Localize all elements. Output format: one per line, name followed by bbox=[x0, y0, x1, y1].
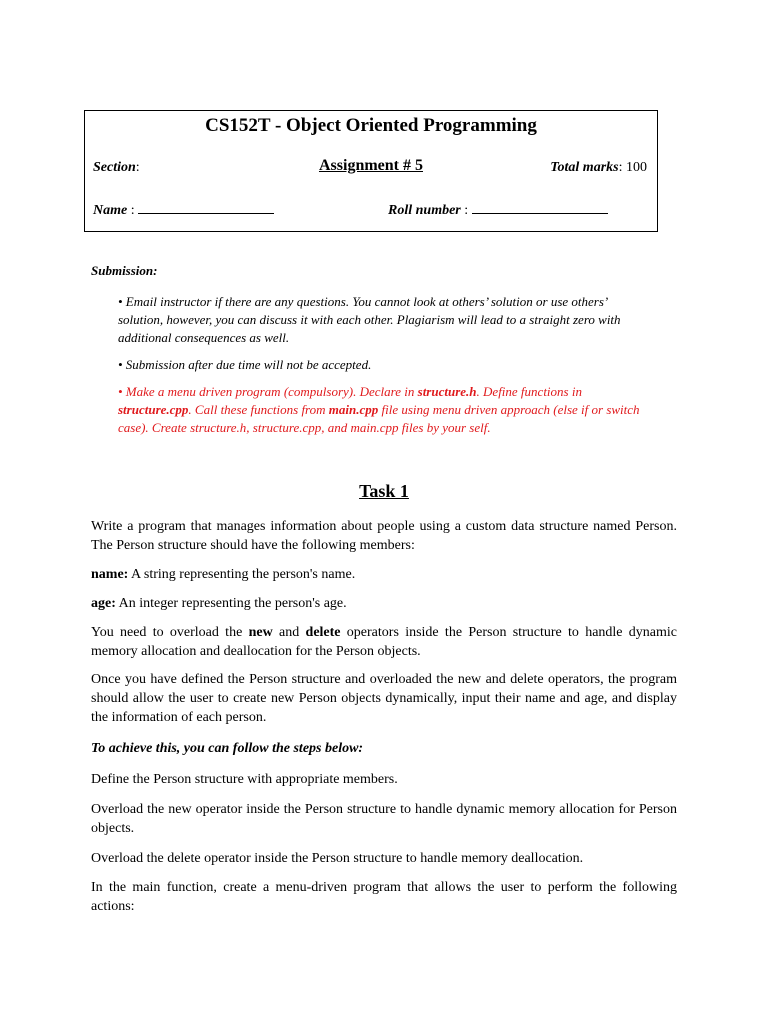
roll-number-colon: : bbox=[460, 203, 472, 218]
name-label: Name bbox=[93, 203, 128, 218]
member-age-label: age: bbox=[91, 596, 116, 611]
submission-bullet-questions: • Email instructor if there are any questions. You cannot look at others’ solution or use others’ solution, however, you can discuss it with each other. Plagiarism will lead to a straight zero with additional consequences as well. bbox=[118, 294, 621, 345]
course-title: CS152T - Object Oriented Programming bbox=[205, 115, 537, 136]
assignment-title-text: Assignment # 5 bbox=[318, 157, 423, 174]
task-intro-paragraph: Write a program that manages information about people using a custom data structure named Person. The Person structure should have the following members: bbox=[91, 519, 677, 553]
step-3-paragraph: Overload the delete operator inside the Person structure to handle memory deallocation. bbox=[91, 851, 584, 866]
total-marks-label: Total marks bbox=[550, 160, 619, 175]
roll-number-blank-line bbox=[472, 201, 608, 214]
overload-and: and bbox=[272, 625, 306, 640]
overload-text-2: operators inside the Person structure to handle dynamic memory allocation and deallocation for the Person objects. bbox=[91, 625, 678, 659]
member-age-paragraph bbox=[91, 594, 677, 613]
once-defined-paragraph: Once you have defined the Person structure and overloaded the new and delete operators, the program should allow the user to create new Person objects dynamically, input their name and age, and display the information of each person. bbox=[91, 672, 677, 725]
file-name-main-cpp: main.cpp bbox=[328, 402, 379, 417]
member-name-desc: A string representing the person's name. bbox=[128, 567, 356, 582]
member-name-paragraph bbox=[91, 565, 677, 584]
submission-bullet-menu-driven bbox=[118, 383, 644, 437]
overload-new-keyword: new bbox=[248, 625, 273, 640]
total-marks-value: 100 bbox=[626, 160, 647, 175]
step-4-paragraph: In the main function, create a menu-driven program that allows the user to perform the following actions: bbox=[91, 880, 677, 914]
total-marks-colon: : bbox=[618, 160, 623, 175]
overload-text-1: You need to overload the bbox=[91, 625, 249, 640]
submission-label: Submission: bbox=[91, 263, 158, 278]
roll-number-field bbox=[388, 201, 608, 219]
bullet-3-text-4: file using menu driven approach (else if or switch case). Create structure.h, structure.cpp, and main.cpp files by your self. bbox=[118, 402, 640, 435]
file-name-structure-h: structure.h bbox=[417, 384, 477, 399]
name-blank-line bbox=[138, 201, 274, 214]
assignment-header-box bbox=[84, 110, 658, 232]
bullet-3-text-2: . Define functions in bbox=[476, 384, 582, 399]
steps-heading: To achieve this, you can follow the steps below: bbox=[91, 741, 364, 756]
bullet-3-text-1: • Make a menu driven program (compulsory). Declare in bbox=[118, 384, 418, 399]
overload-paragraph bbox=[91, 623, 677, 661]
file-name-structure-cpp: structure.cpp bbox=[118, 402, 189, 417]
task-title: Task 1 bbox=[359, 481, 409, 501]
overload-delete-keyword: delete bbox=[305, 625, 341, 640]
member-age-desc: An integer representing the person's age. bbox=[115, 596, 347, 611]
name-field bbox=[93, 201, 274, 219]
submission-bullet-due-time: • Submission after due time will not be accepted. bbox=[118, 357, 372, 372]
bullet-3-text-3: . Call these functions from bbox=[188, 402, 329, 417]
roll-number-label: Roll number bbox=[388, 203, 461, 218]
step-2-paragraph: Overload the new operator inside the Person structure to handle dynamic memory allocation for Person objects. bbox=[91, 802, 677, 836]
name-colon: : bbox=[127, 203, 139, 218]
step-1-paragraph: Define the Person structure with appropriate members. bbox=[91, 772, 398, 787]
member-name-label: name: bbox=[91, 567, 129, 582]
section-colon: : bbox=[135, 160, 140, 175]
section-label: Section bbox=[93, 160, 136, 175]
total-marks-field bbox=[550, 160, 647, 176]
